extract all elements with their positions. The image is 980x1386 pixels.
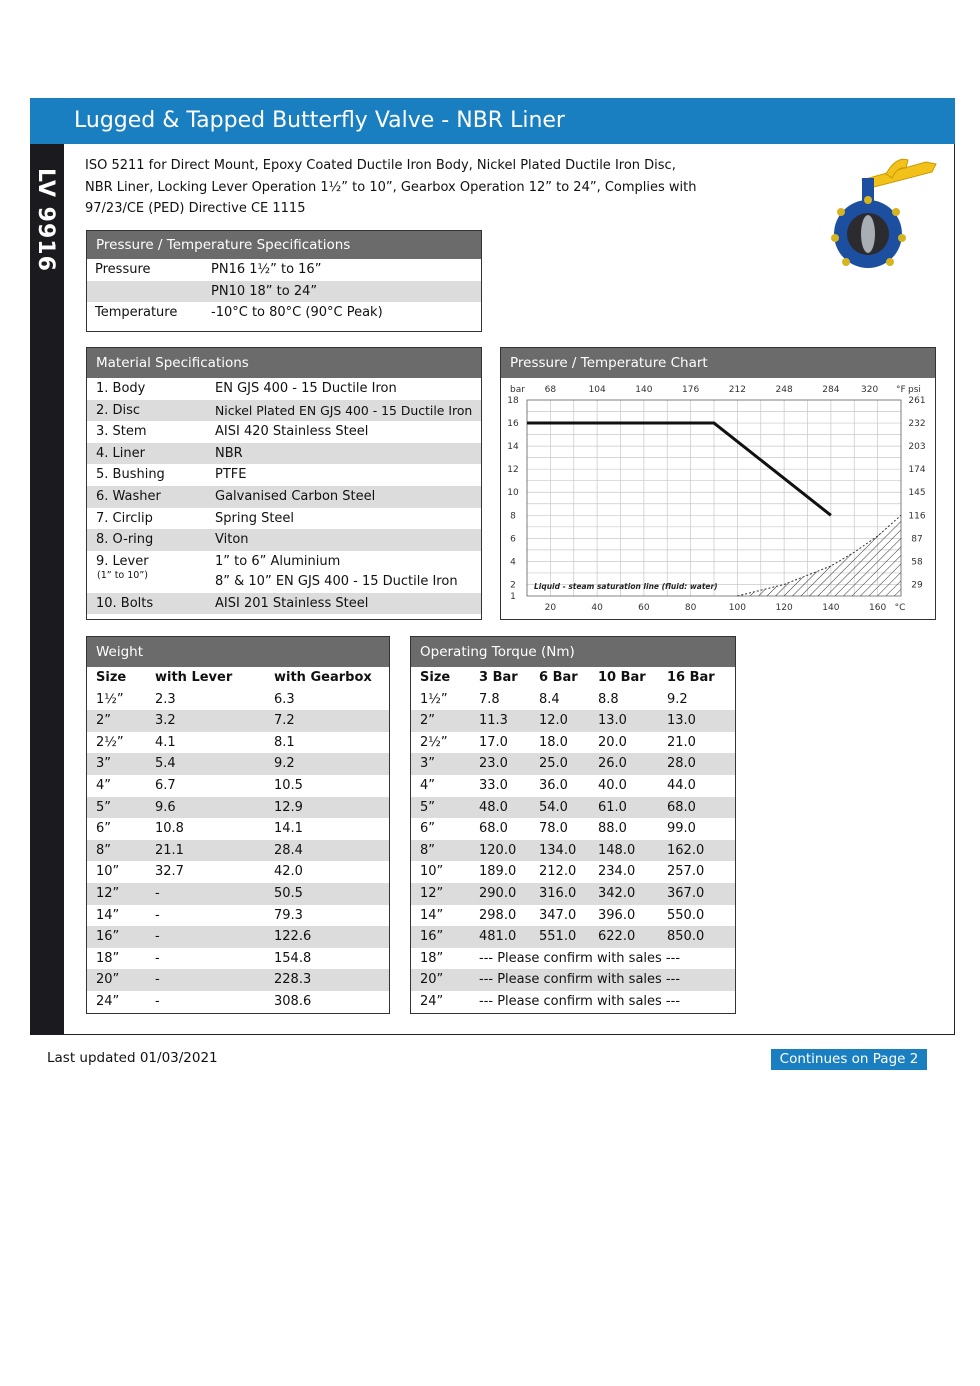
- spec-label: Temperature: [95, 305, 178, 321]
- table-cell: 308.6: [274, 993, 312, 1009]
- table-cell: 14.1: [274, 821, 303, 837]
- section-heading: Weight: [87, 637, 389, 667]
- table-row: [411, 797, 735, 819]
- chart-heading: Pressure / Temperature Chart: [501, 348, 935, 378]
- y-tick-label-psi: 29: [911, 580, 923, 591]
- y-tick-label-psi: 58: [911, 557, 923, 568]
- table-cell: 10”: [96, 864, 120, 880]
- table-cell: 10.5: [274, 777, 303, 793]
- material-value: 1” to 6” Aluminium: [215, 553, 341, 569]
- table-cell: 17.0: [479, 734, 508, 750]
- spec-value: -10°C to 80°C (90°C Peak): [211, 305, 383, 321]
- table-row: [411, 818, 735, 840]
- torque-table: [410, 636, 736, 1014]
- table-cell: 25.0: [539, 756, 568, 772]
- table-cell: 61.0: [598, 799, 627, 815]
- table-cell: 367.0: [667, 885, 705, 901]
- x-tick-label-f: 68: [544, 385, 557, 395]
- table-cell: 2”: [96, 713, 112, 729]
- table-cell: 12”: [96, 885, 120, 901]
- table-row: [87, 732, 389, 754]
- spec-value: PN16 1½” to 16”: [211, 262, 322, 277]
- x-tick-label: 100: [728, 603, 746, 613]
- table-row: [411, 840, 735, 862]
- table-row: [87, 689, 389, 711]
- table-row: [87, 710, 389, 732]
- x-tick-label-f: 212: [728, 385, 746, 395]
- material-value: NBR: [215, 445, 243, 461]
- x-tick-label-f: 284: [822, 385, 840, 395]
- table-header-row: [411, 667, 735, 689]
- table-header-row: [87, 667, 389, 689]
- section-heading: Material Specifications: [87, 348, 481, 378]
- material-value: PTFE: [215, 467, 247, 483]
- table-cell: 290.0: [479, 885, 517, 901]
- table-cell: 11.3: [479, 713, 508, 729]
- table-row: [87, 905, 389, 927]
- x-tick-label: 120: [775, 603, 793, 613]
- table-cell: 6.7: [155, 777, 176, 793]
- table-cell: 18”: [96, 950, 120, 966]
- table-row: [87, 991, 389, 1013]
- material-item: 6. Washer: [96, 488, 161, 504]
- y-tick-label-psi: 174: [908, 465, 926, 476]
- table-cell: 18”: [420, 950, 444, 966]
- material-row: [87, 443, 481, 465]
- table-cell: 4.1: [155, 734, 176, 750]
- pressure-temp-specs: [86, 230, 482, 332]
- y-tick-label-psi: 116: [908, 511, 926, 522]
- table-cell: 36.0: [539, 777, 568, 793]
- table-cell: 24”: [420, 993, 444, 1009]
- table-cell: 257.0: [667, 864, 705, 880]
- last-updated: Last updated 01/03/2021: [47, 1050, 218, 1066]
- spec-row: [87, 281, 481, 303]
- y-tick-label: 18: [507, 396, 519, 406]
- table-cell: 28.4: [274, 842, 303, 858]
- material-specs: [86, 347, 482, 620]
- material-row: [87, 508, 481, 530]
- table-cell: 9.2: [667, 691, 688, 707]
- table-cell: 12.9: [274, 799, 303, 815]
- x-tick-label: 160: [869, 603, 887, 613]
- table-cell: 5”: [420, 799, 436, 815]
- table-cell: 7.8: [479, 691, 500, 707]
- material-item: 3. Stem: [96, 424, 147, 440]
- table-cell: 79.3: [274, 907, 303, 923]
- table-row: [411, 732, 735, 754]
- y-unit-label: bar: [510, 385, 525, 395]
- table-cell: 20.0: [598, 734, 627, 750]
- material-item: 7. Circlip: [96, 510, 153, 526]
- x-tick-label: 40: [591, 603, 603, 613]
- table-cell: 3”: [96, 756, 112, 772]
- weight-table: [86, 636, 390, 1014]
- material-item: 2. Disc: [96, 402, 141, 418]
- table-cell: 48.0: [479, 799, 508, 815]
- table-cell: 622.0: [598, 929, 636, 945]
- column-header: 3 Bar: [479, 670, 518, 685]
- table-cell: 18.0: [539, 734, 568, 750]
- material-item: 5. Bushing: [96, 467, 165, 483]
- material-value: Spring Steel: [215, 510, 295, 526]
- table-cell: 21.0: [667, 734, 696, 750]
- table-cell: 120.0: [479, 842, 517, 858]
- product-description: [85, 155, 705, 220]
- confirm-note: --- Please confirm with sales ---: [479, 993, 681, 1009]
- material-value: EN GJS 400 - 15 Ductile Iron: [215, 381, 397, 396]
- material-item: 1. Body: [96, 381, 146, 396]
- y-tick-label: 6: [510, 534, 516, 545]
- table-cell: 316.0: [539, 885, 577, 901]
- x-tick-label-f: 320: [861, 385, 879, 395]
- table-cell: 78.0: [539, 821, 568, 837]
- table-cell: 4”: [420, 777, 436, 793]
- table-cell: 13.0: [667, 713, 696, 729]
- table-cell: 396.0: [598, 907, 636, 923]
- chart-svg: [501, 378, 935, 619]
- column-header: 6 Bar: [539, 670, 578, 685]
- table-cell: 347.0: [539, 907, 577, 923]
- y-tick-label-psi: 261: [908, 396, 926, 406]
- table-cell: 8.8: [598, 691, 619, 707]
- table-row: [87, 753, 389, 775]
- table-cell: -: [155, 972, 160, 988]
- column-header: 10 Bar: [598, 670, 646, 685]
- y-tick-label: 1: [510, 592, 516, 602]
- material-value: Galvanised Carbon Steel: [215, 488, 376, 504]
- x-tick-label: 60: [638, 603, 650, 613]
- confirm-note: --- Please confirm with sales ---: [479, 972, 681, 988]
- spec-value: PN10 18” to 24”: [211, 283, 318, 299]
- y-tick-label: 10: [507, 488, 519, 499]
- table-cell: 212.0: [539, 864, 577, 880]
- table-row: [411, 861, 735, 883]
- table-cell: 20”: [96, 972, 120, 988]
- column-header: with Lever: [155, 670, 233, 685]
- material-item: 9. Lever: [96, 553, 149, 569]
- table-cell: 2½”: [420, 734, 448, 750]
- material-item: 4. Liner: [96, 445, 145, 461]
- product-code: LV 9916: [33, 168, 58, 272]
- x-tick-label: 140: [822, 603, 840, 613]
- x-tick-label-f: 104: [588, 385, 606, 395]
- table-cell: 13.0: [598, 713, 627, 729]
- material-rows: [87, 378, 481, 551]
- spec-row: [87, 259, 481, 281]
- x-tick-label: 20: [544, 603, 557, 613]
- material-value: 8” & 10” EN GJS 400 - 15 Ductile Iron: [215, 573, 458, 589]
- table-cell: 6”: [420, 821, 436, 837]
- table-cell: 189.0: [479, 864, 517, 880]
- table-cell: 23.0: [479, 756, 508, 772]
- table-cell: 342.0: [598, 885, 636, 901]
- material-row: [87, 378, 481, 400]
- section-heading: Pressure / Temperature Specifications: [87, 231, 481, 259]
- material-value: Viton: [215, 532, 249, 548]
- table-cell: 298.0: [479, 907, 517, 923]
- column-header: 16 Bar: [667, 670, 715, 685]
- table-cell: 154.8: [274, 950, 312, 966]
- table-cell: 28.0: [667, 756, 696, 772]
- table-row: [87, 797, 389, 819]
- table-row: [411, 753, 735, 775]
- material-row: [87, 486, 481, 508]
- table-row: [411, 991, 735, 1013]
- table-cell: 24”: [96, 993, 120, 1009]
- table-cell: -: [155, 885, 160, 901]
- table-cell: 14”: [420, 907, 444, 923]
- torque-rows: [411, 689, 735, 1013]
- table-cell: -: [155, 907, 160, 923]
- description-line: ISO 5211 for Direct Mount, Epoxy Coated Ductile Iron Body, Nickel Plated Ductile Iron Disc,: [85, 158, 676, 173]
- valve-image: [826, 152, 942, 276]
- y-tick-label-psi: 203: [908, 442, 926, 453]
- table-row: [411, 710, 735, 732]
- table-cell: 550.0: [667, 907, 705, 923]
- table-row: [87, 818, 389, 840]
- saturation-label: Liquid - steam saturation line (fluid: water): [534, 582, 718, 592]
- table-cell: 234.0: [598, 864, 636, 880]
- table-cell: 6.3: [274, 691, 295, 707]
- material-value: AISI 201 Stainless Steel: [215, 595, 369, 611]
- table-cell: 122.6: [274, 929, 312, 945]
- table-cell: 40.0: [598, 777, 627, 793]
- side-tab: [30, 144, 64, 1035]
- table-cell: 68.0: [667, 799, 696, 815]
- material-item: 8. O-ring: [96, 532, 154, 548]
- table-row: [411, 926, 735, 948]
- table-cell: 3”: [420, 756, 436, 772]
- table-cell: 148.0: [598, 842, 636, 858]
- y-tick-label: 16: [507, 419, 519, 430]
- confirm-note: --- Please confirm with sales ---: [479, 950, 681, 966]
- table-cell: 8.4: [539, 691, 560, 707]
- table-cell: 1½”: [420, 691, 448, 707]
- table-cell: 6”: [96, 821, 112, 837]
- table-cell: 8.1: [274, 734, 295, 750]
- page-title: Lugged & Tapped Butterfly Valve - NBR Liner: [30, 98, 955, 144]
- table-cell: 16”: [420, 929, 444, 945]
- column-header: Size: [420, 670, 451, 685]
- table-row: [87, 775, 389, 797]
- table-cell: 10.8: [155, 821, 184, 837]
- table-cell: 2.3: [155, 691, 176, 707]
- table-cell: 42.0: [274, 864, 303, 880]
- y-tick-label: 14: [507, 442, 519, 453]
- x-unit-secondary: °F: [896, 385, 906, 395]
- table-row: [87, 840, 389, 862]
- material-row: [87, 551, 481, 593]
- table-cell: 2”: [420, 713, 436, 729]
- table-cell: 850.0: [667, 929, 705, 945]
- material-row: [87, 421, 481, 443]
- table-row: [411, 689, 735, 711]
- table-cell: 88.0: [598, 821, 627, 837]
- table-cell: 8”: [96, 842, 112, 858]
- material-item-note: (1” to 10”): [97, 569, 148, 581]
- table-row: [87, 969, 389, 991]
- table-cell: 10”: [420, 864, 444, 880]
- table-cell: 20”: [420, 972, 444, 988]
- description-line: 97/23/CE (PED) Directive CE 1115: [85, 201, 306, 216]
- table-cell: 4”: [96, 777, 112, 793]
- table-row: [87, 861, 389, 883]
- table-cell: 8”: [420, 842, 436, 858]
- table-cell: 5”: [96, 799, 112, 815]
- table-cell: 551.0: [539, 929, 577, 945]
- y-tick-label: 2: [510, 580, 516, 591]
- table-cell: 12.0: [539, 713, 568, 729]
- y-tick-label-psi: 145: [908, 488, 926, 499]
- table-row: [87, 948, 389, 970]
- table-cell: 9.6: [155, 799, 176, 815]
- weight-rows: [87, 689, 389, 1013]
- table-row: [411, 775, 735, 797]
- y-tick-label: 4: [510, 557, 516, 568]
- material-value: Nickel Plated EN GJS 400 - 15 Ductile Iron: [215, 402, 473, 418]
- table-cell: 481.0: [479, 929, 517, 945]
- table-row: [87, 883, 389, 905]
- table-cell: 7.2: [274, 713, 295, 729]
- table-cell: 26.0: [598, 756, 627, 772]
- table-cell: 33.0: [479, 777, 508, 793]
- table-row: [411, 905, 735, 927]
- table-cell: 9.2: [274, 756, 295, 772]
- table-cell: 44.0: [667, 777, 696, 793]
- material-row: [87, 464, 481, 486]
- y-unit-secondary: psi: [908, 385, 921, 395]
- pressure-temp-chart: [500, 347, 936, 620]
- description-line: NBR Liner, Locking Lever Operation 1½” to 10”, Gearbox Operation 12” to 24”, Complies with: [85, 179, 697, 195]
- table-cell: 1½”: [96, 691, 124, 707]
- column-header: with Gearbox: [274, 670, 372, 685]
- table-cell: 68.0: [479, 821, 508, 837]
- continues-button[interactable]: Continues on Page 2: [771, 1049, 927, 1070]
- table-row: [411, 883, 735, 905]
- table-cell: 5.4: [155, 756, 176, 772]
- spec-label: Pressure: [95, 262, 151, 277]
- table-cell: 162.0: [667, 842, 705, 858]
- table-cell: 2½”: [96, 734, 124, 750]
- table-cell: -: [155, 993, 160, 1009]
- material-item: 10. Bolts: [96, 595, 154, 611]
- table-cell: 16”: [96, 929, 120, 945]
- table-row: [411, 948, 735, 970]
- table-cell: -: [155, 929, 160, 945]
- table-cell: 14”: [96, 907, 120, 923]
- table-row: [411, 969, 735, 991]
- x-tick-label-f: 248: [775, 385, 793, 395]
- y-tick-label: 8: [510, 511, 516, 522]
- table-cell: 54.0: [539, 799, 568, 815]
- material-row: [87, 593, 481, 615]
- table-cell: 3.2: [155, 713, 176, 729]
- table-cell: -: [155, 950, 160, 966]
- table-cell: 228.3: [274, 972, 312, 988]
- x-tick-label: 80: [684, 603, 697, 613]
- column-header: Size: [96, 670, 127, 685]
- spec-row: [87, 302, 481, 324]
- table-cell: 134.0: [539, 842, 577, 858]
- table-row: [87, 926, 389, 948]
- y-tick-label-psi: 87: [911, 534, 923, 545]
- material-row: [87, 529, 481, 551]
- table-cell: 21.1: [155, 842, 184, 858]
- section-heading: Operating Torque (Nm): [411, 637, 735, 667]
- table-cell: 12”: [420, 885, 444, 901]
- y-tick-label-psi: 232: [908, 419, 926, 430]
- table-cell: 32.7: [155, 864, 184, 880]
- table-cell: 99.0: [667, 821, 696, 837]
- y-tick-label: 12: [507, 465, 519, 476]
- x-tick-label-f: 176: [682, 385, 700, 395]
- x-tick-label-f: 140: [635, 385, 653, 395]
- material-value: AISI 420 Stainless Steel: [215, 424, 369, 440]
- x-unit-label: °C: [894, 603, 906, 613]
- material-row: [87, 400, 481, 422]
- table-cell: 50.5: [274, 885, 303, 901]
